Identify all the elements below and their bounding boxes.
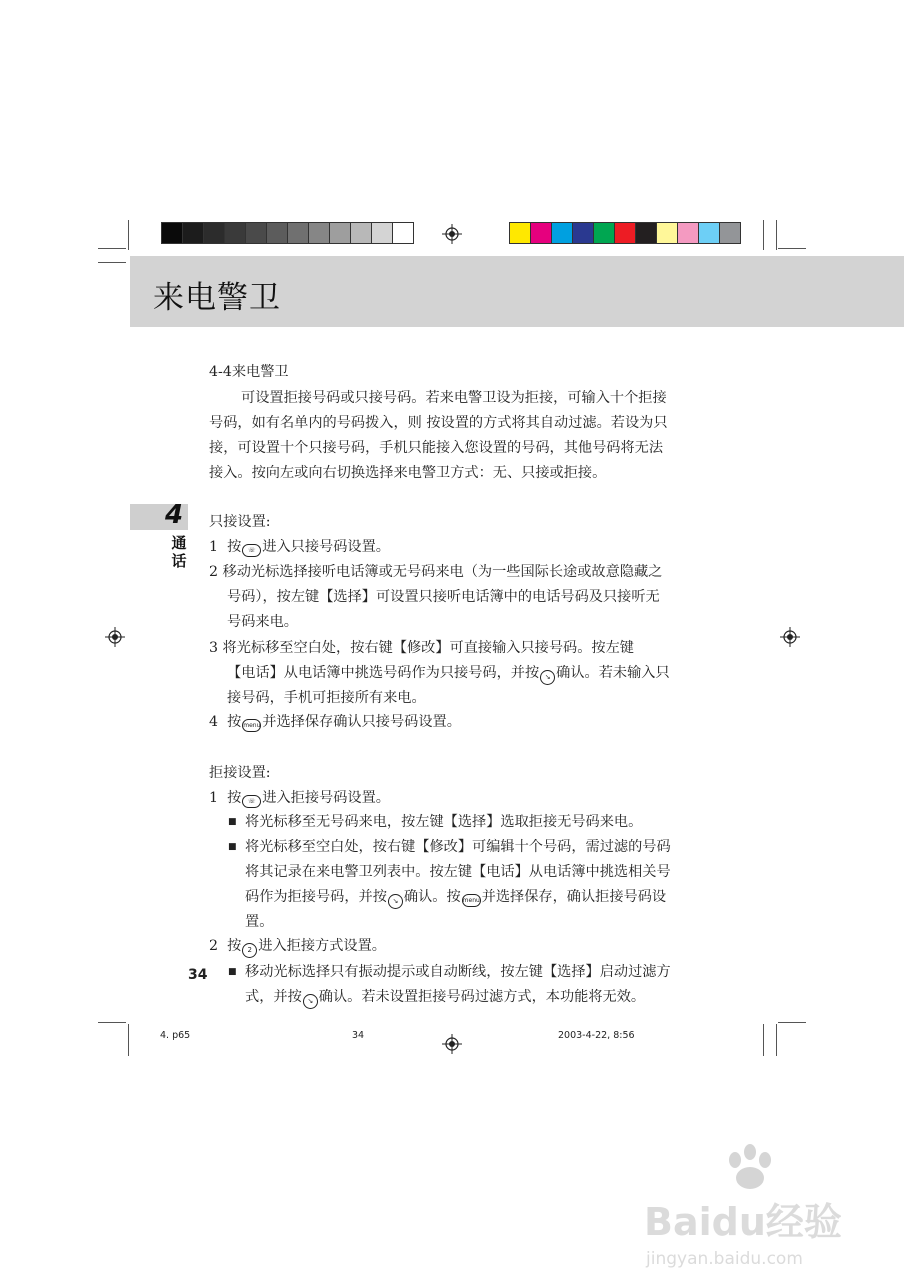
reject-step-2	[209, 934, 386, 958]
bullet-icon: ■	[228, 817, 237, 827]
page-title: 来电警卫	[153, 280, 281, 316]
allow-step-2: 2 移动光标选择接听电话簿或无号码来电（为一些国际长途或故意隐藏之	[209, 564, 663, 580]
reject-bullet-2-cont: 将其记录在来电警卫列表中。按左键【电话】从电话簿中挑选相关号	[245, 864, 671, 880]
reject-step-1	[209, 786, 390, 810]
chapter-number: 4	[165, 500, 184, 530]
color-swatch	[330, 223, 351, 243]
menu-key-icon: menu	[462, 894, 481, 907]
reject-bullet-3-cont	[245, 985, 645, 1009]
footer-datetime: 2003-4-22, 8:56	[558, 1030, 635, 1041]
color-swatch	[573, 223, 594, 243]
allow-step-4	[209, 710, 461, 734]
crop-mark	[763, 1024, 764, 1056]
ok-key-icon: ↘	[388, 894, 403, 909]
allow-step-2-cont: 号码来电。	[227, 614, 298, 630]
crop-mark	[763, 220, 764, 250]
allow-step-3: 3 将光标移至空白处，按右键【修改】可直接输入只接号码。按左键	[209, 640, 634, 656]
call-key-icon: ☏	[242, 795, 261, 808]
step-number: 4	[209, 714, 219, 730]
intro-line: 接，可设置十个只接号码，手机只能接入您设置的号码，其他号码将无法	[209, 440, 664, 456]
crop-mark	[128, 1024, 129, 1056]
step-text: 进入只接号码设置。	[262, 539, 390, 555]
color-swatch	[351, 223, 372, 243]
crop-mark	[98, 1022, 126, 1023]
step-text: 码作为拒接号码，并按	[245, 889, 387, 905]
crop-mark	[776, 1024, 777, 1056]
intro-line: 接入。按向左或向右切换选择来电警卫方式：无、只接或拒接。	[209, 465, 607, 481]
color-swatch	[183, 223, 204, 243]
color-swatch	[393, 223, 413, 243]
color-swatch	[699, 223, 720, 243]
menu-key-icon: menu	[242, 719, 261, 732]
call-key-icon: ☏	[242, 544, 261, 557]
intro-line: 号码，如有名单内的号码拨入，则 按设置的方式将其自动过滤。若设为只	[209, 415, 668, 431]
bullet-icon: ■	[228, 842, 237, 852]
reject-bullet-1: 将光标移至无号码来电，按左键【选择】选取拒接无号码来电。	[245, 814, 643, 830]
allow-step-3-cont	[227, 661, 670, 685]
color-swatch	[309, 223, 330, 243]
allow-step-2-cont: 号码），按左键【选择】可设置只接听电话簿中的电话号码及只接听无	[227, 589, 660, 605]
color-swatch	[288, 223, 309, 243]
baidu-jingyan-watermark	[640, 1140, 860, 1270]
reject-settings-title: 拒接设置:	[209, 765, 271, 781]
step-text: 按	[227, 714, 242, 730]
section-heading: 4-4来电警卫	[209, 364, 289, 380]
bullet-icon: ■	[228, 967, 237, 977]
registration-mark-icon	[780, 627, 800, 647]
color-swatch	[657, 223, 678, 243]
crop-mark	[98, 248, 126, 249]
digit-2-key-icon: 2	[242, 943, 257, 958]
step-text: 【电话】从电话簿中挑选号码作为只接号码，并按	[227, 665, 540, 681]
crop-mark	[778, 1022, 806, 1023]
color-swatch	[162, 223, 183, 243]
color-swatch	[246, 223, 267, 243]
color-swatch	[636, 223, 657, 243]
reject-bullet-3: 移动光标选择只有振动提示或自动断线，按左键【选择】启动过滤方	[245, 964, 671, 980]
step-text: 按	[227, 938, 242, 954]
step-text: 确认。若未输入只	[556, 665, 670, 681]
grayscale-calibration-bar	[161, 222, 414, 244]
step-number: 2	[209, 938, 219, 954]
step-text: 按	[227, 790, 242, 806]
chapter-label: 通话	[171, 534, 187, 570]
intro-line: 可设置拒接号码或只接号码。若来电警卫设为拒接，可输入十个拒接	[241, 390, 667, 406]
ok-key-icon: ↘	[303, 994, 318, 1009]
color-swatch	[552, 223, 573, 243]
step-text: 确认。按	[403, 889, 461, 905]
reject-bullet-2-cont: 置。	[245, 914, 274, 930]
reject-bullet-2-cont	[245, 885, 666, 909]
crop-mark	[776, 220, 777, 250]
watermark-brand: Baidu经验	[644, 1200, 842, 1244]
step-text: 进入拒接方式设置。	[258, 938, 386, 954]
watermark-url: jingyan.baidu.com	[646, 1249, 803, 1269]
registration-mark-icon	[442, 1034, 462, 1054]
allow-step-1	[209, 535, 390, 559]
step-text: 按	[227, 539, 242, 555]
color-swatch	[594, 223, 615, 243]
registration-mark-icon	[442, 224, 462, 244]
registration-mark-icon	[105, 627, 125, 647]
step-text: 进入拒接号码设置。	[262, 790, 390, 806]
page-number: 34	[188, 967, 208, 983]
allow-settings-title: 只接设置:	[209, 514, 271, 530]
color-swatch	[372, 223, 393, 243]
step-text: 并选择保存，确认拒接号码设	[481, 889, 667, 905]
crop-mark	[128, 220, 129, 250]
step-number: 1	[209, 790, 219, 806]
crop-mark	[778, 248, 806, 249]
step-text: 并选择保存确认只接号码设置。	[262, 714, 461, 730]
color-swatch	[720, 223, 740, 243]
step-number: 1	[209, 539, 219, 555]
color-swatch	[267, 223, 288, 243]
reject-bullet-2: 将光标移至空白处，按右键【修改】可编辑十个号码，需过滤的号码	[245, 839, 671, 855]
step-text: 式，并按	[245, 989, 302, 1005]
step-text: 确认。若未设置拒接号码过滤方式，本功能将无效。	[318, 989, 646, 1005]
color-swatch	[615, 223, 636, 243]
color-swatch	[225, 223, 246, 243]
color-swatch	[204, 223, 225, 243]
crop-mark	[98, 262, 126, 263]
allow-step-3-cont: 接号码，手机可拒接所有来电。	[227, 690, 426, 706]
footer-page: 34	[352, 1030, 365, 1041]
color-swatch	[678, 223, 699, 243]
footer-filename: 4. p65	[160, 1030, 191, 1041]
color-swatch	[510, 223, 531, 243]
color-swatch	[531, 223, 552, 243]
ok-key-icon: ↘	[540, 670, 555, 685]
color-calibration-bar	[509, 222, 741, 244]
